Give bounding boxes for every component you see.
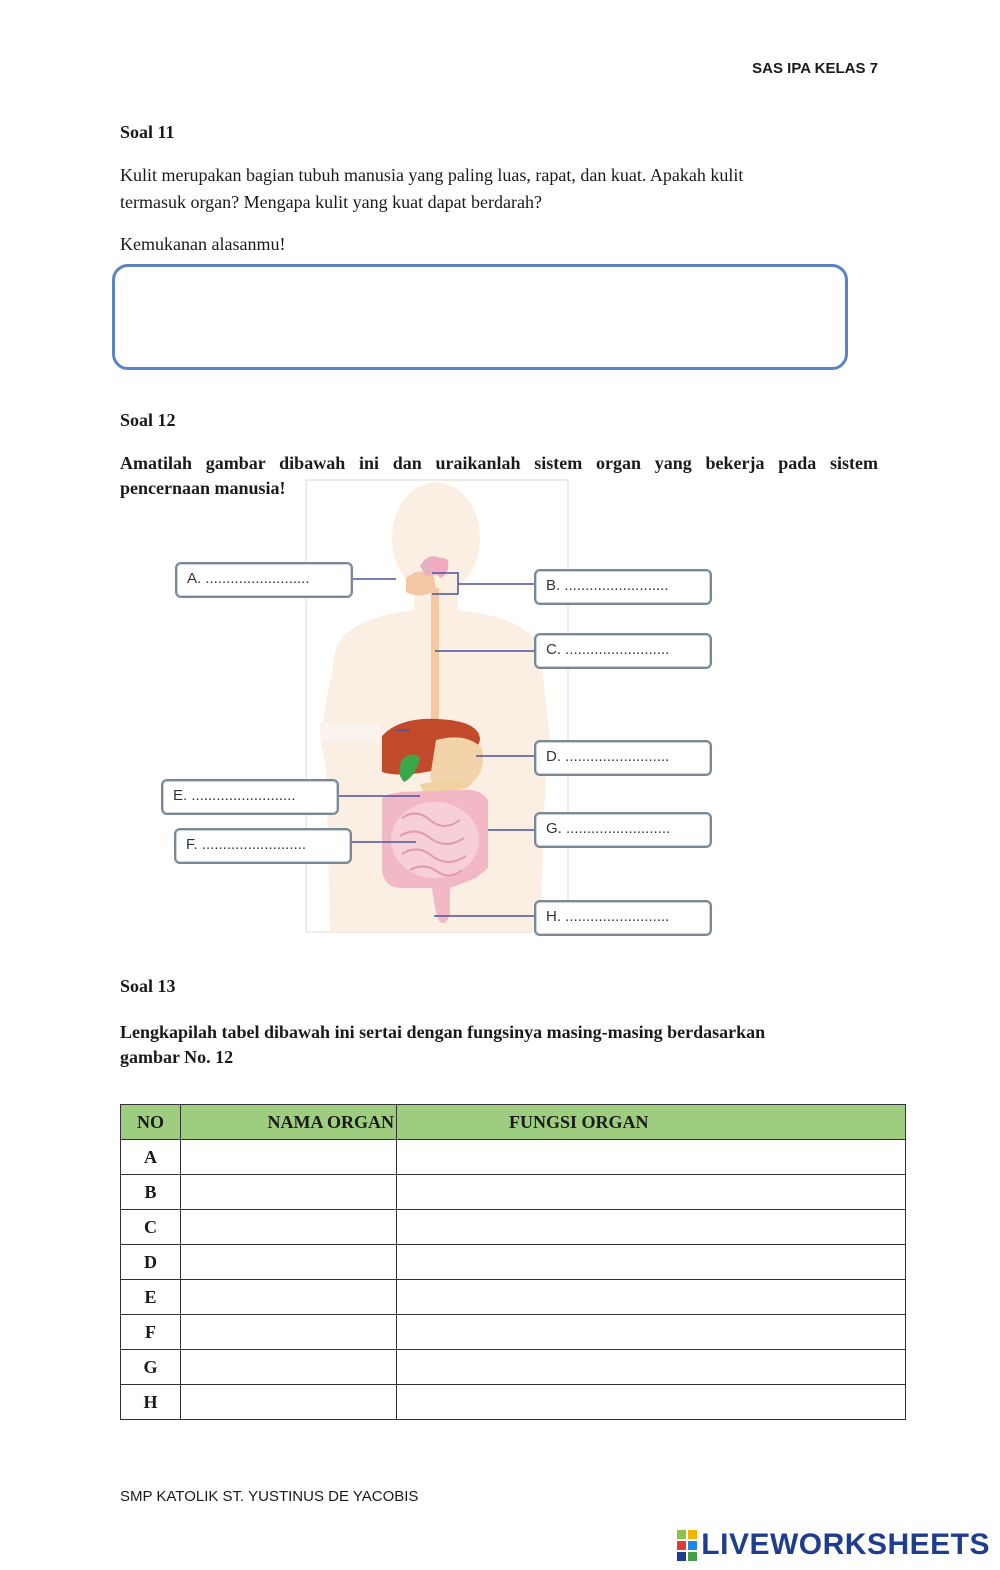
question-11-text: [120, 162, 880, 216]
fungsi-organ-cell[interactable]: [397, 1245, 906, 1280]
liveworksheets-logo-icon: [677, 1530, 697, 1561]
liveworksheets-logo[interactable]: [677, 1528, 990, 1562]
question-11-line-1: Kulit merupakan bagian tubuh manusia yang paling luas, rapat, dan kuat. Apakah kulit: [120, 165, 744, 185]
nama-organ-cell[interactable]: [181, 1385, 397, 1420]
table-header-row: [121, 1105, 906, 1140]
nama-organ-cell[interactable]: [181, 1175, 397, 1210]
fungsi-organ-cell[interactable]: [397, 1210, 906, 1245]
row-no: F: [121, 1315, 181, 1350]
label-box-b[interactable]: B. .........................: [534, 569, 712, 605]
esophagus-shape: [431, 588, 439, 728]
table-row: [121, 1175, 906, 1210]
question-13-text: [120, 1020, 900, 1070]
header-fungsi-organ: FUNGSI ORGAN: [397, 1105, 906, 1140]
nama-organ-cell[interactable]: [181, 1315, 397, 1350]
label-box-f[interactable]: F. .........................: [174, 828, 352, 864]
digestive-system-illustration: [120, 478, 740, 940]
row-no: A: [121, 1140, 181, 1175]
table-row: [121, 1140, 906, 1175]
row-no: B: [121, 1175, 181, 1210]
fungsi-organ-cell[interactable]: [397, 1280, 906, 1315]
table-row: [121, 1245, 906, 1280]
nama-organ-cell[interactable]: [181, 1210, 397, 1245]
nama-organ-cell[interactable]: [181, 1280, 397, 1315]
question-11-prompt: Kemukanan alasanmu!: [120, 234, 286, 254]
row-no: E: [121, 1280, 181, 1315]
fungsi-organ-cell[interactable]: [397, 1350, 906, 1385]
question-11-title: Soal 11: [120, 122, 175, 142]
table-row: [121, 1280, 906, 1315]
footer-school-name: SMP KATOLIK ST. YUSTINUS DE YACOBIS: [120, 1488, 419, 1505]
table-row: [121, 1350, 906, 1385]
page-header-label: SAS IPA KELAS 7: [752, 60, 878, 77]
nama-organ-cell[interactable]: [181, 1245, 397, 1280]
fungsi-organ-cell[interactable]: [397, 1140, 906, 1175]
nama-organ-cell[interactable]: [181, 1350, 397, 1385]
question-13-line-2: gambar No. 12: [120, 1047, 234, 1067]
nama-organ-cell[interactable]: [181, 1140, 397, 1175]
small-intestine-shape: [391, 802, 479, 878]
question-12-title: Soal 12: [120, 410, 176, 430]
fungsi-organ-cell[interactable]: [397, 1385, 906, 1420]
row-no: H: [121, 1385, 181, 1420]
table-row: [121, 1385, 906, 1420]
header-nama-organ: NAMA ORGAN: [181, 1105, 397, 1140]
label-box-c[interactable]: C. .........................: [534, 633, 712, 669]
question-13-line-1: Lengkapilah tabel dibawah ini sertai dengan fungsinya masing-masing berdasarkan: [120, 1022, 766, 1042]
label-box-g[interactable]: G. .........................: [534, 812, 712, 848]
question-13-title: Soal 13: [120, 976, 176, 996]
liveworksheets-logo-text: LIVEWORKSHEETS: [701, 1528, 990, 1561]
label-box-e[interactable]: E. .........................: [161, 779, 339, 815]
question-12-line-2: pencernaan manusia!: [120, 478, 286, 498]
fungsi-organ-cell[interactable]: [397, 1315, 906, 1350]
digestive-system-figure: [120, 478, 740, 940]
row-no: D: [121, 1245, 181, 1280]
row-no: C: [121, 1210, 181, 1245]
question-11-line-2: termasuk organ? Mengapa kulit yang kuat dapat berdarah?: [120, 192, 543, 212]
label-box-d[interactable]: D. .........................: [534, 740, 712, 776]
header-no: NO: [121, 1105, 181, 1140]
table-row: [121, 1210, 906, 1245]
table-row: [121, 1315, 906, 1350]
fungsi-organ-cell[interactable]: [397, 1175, 906, 1210]
question-11-answer-box[interactable]: [112, 264, 848, 370]
label-box-h[interactable]: H. .........................: [534, 900, 712, 936]
label-box-a[interactable]: A. .........................: [175, 562, 353, 598]
question-12-text: [120, 451, 878, 501]
question-12-line-1: Amatilah gambar dibawah ini dan uraikanlah sistem organ yang bekerja pada sistem: [120, 453, 878, 473]
row-no: G: [121, 1350, 181, 1385]
organ-table: [120, 1104, 906, 1420]
